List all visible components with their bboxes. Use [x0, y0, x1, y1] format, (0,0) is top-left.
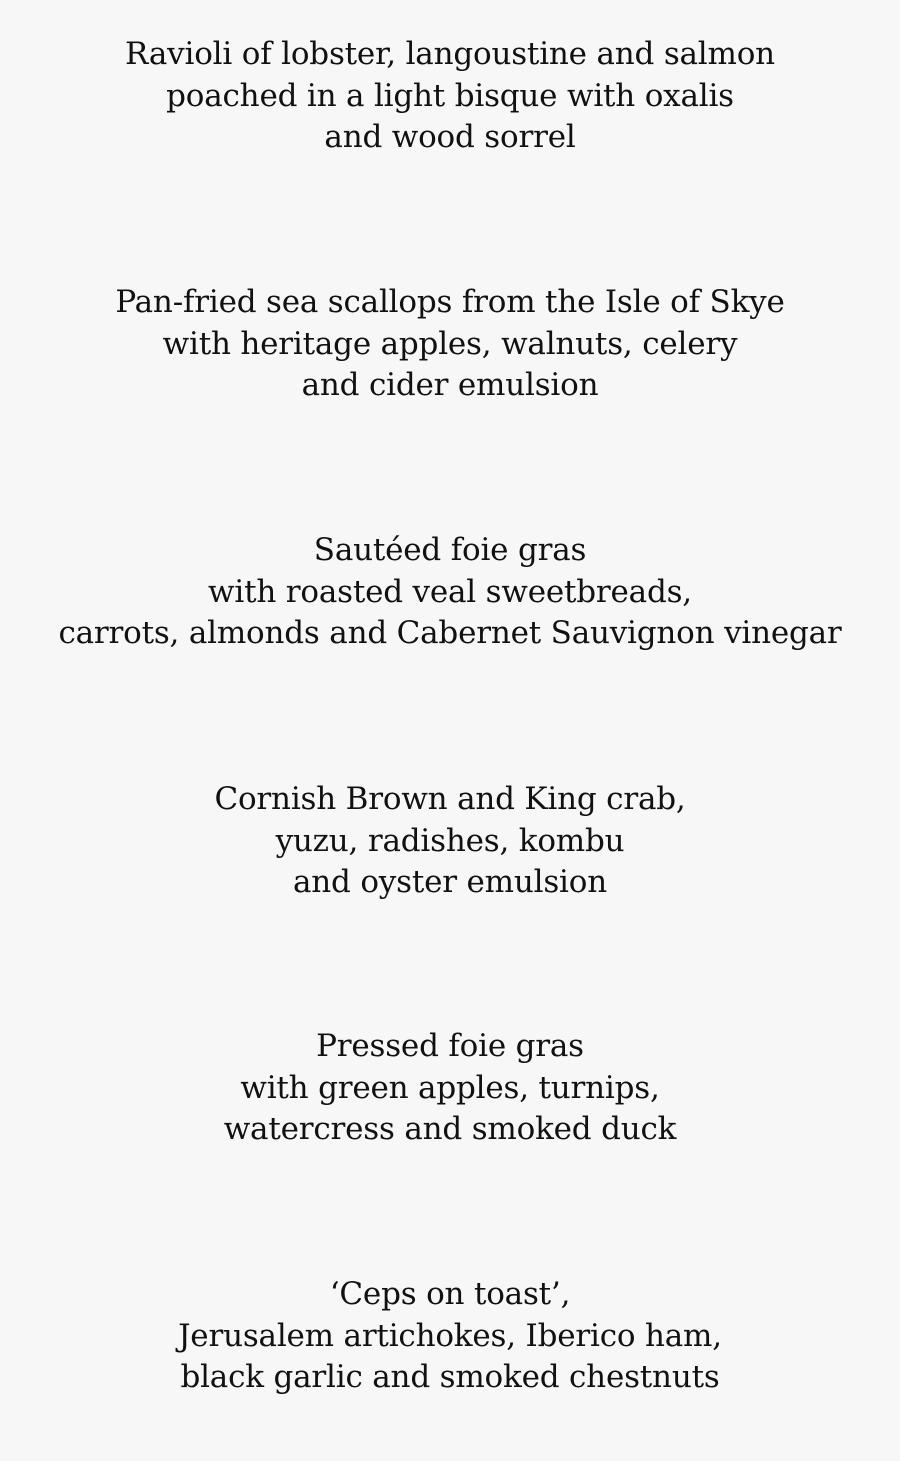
dish-line: Cornish Brown and King crab, [214, 781, 686, 817]
dish-line: with green apples, turnips, [240, 1069, 660, 1106]
dish-line: and cider emulsion [301, 367, 599, 403]
menu-dish-sea-scallops [0, 282, 900, 407]
dish-line: and wood sorrel [324, 119, 576, 155]
dish-line: Ravioli of lobster, langoustine and salmon [125, 36, 775, 72]
dish-line: and oyster emulsion [293, 864, 607, 900]
menu-dish-cornish-crab [0, 779, 900, 904]
dish-line: black garlic and smoked chestnuts [180, 1359, 720, 1395]
menu-dish-ceps-on-toast [0, 1274, 900, 1399]
dish-line: Pan-fried sea scallops from the Isle of Skye [115, 284, 785, 320]
dish-line: watercress and smoked duck [223, 1111, 677, 1147]
menu-dish-pressed-foie-gras [0, 1026, 900, 1151]
dish-line: yuzu, radishes, kombu [275, 822, 625, 859]
dish-line: ‘Ceps on toast’, [329, 1276, 571, 1312]
menu-dish-sauteed-foie-gras [0, 530, 900, 655]
dish-line: poached in a light bisque with oxalis [166, 77, 734, 114]
dish-line: Pressed foie gras [316, 1028, 584, 1064]
menu-dish-lobster-ravioli [0, 34, 900, 159]
dish-line: with heritage apples, walnuts, celery [162, 325, 738, 362]
dish-line: carrots, almonds and Cabernet Sauvignon vinegar [58, 615, 842, 651]
dish-line: Jerusalem artichokes, Iberico ham, [178, 1317, 722, 1354]
dish-line: with roasted veal sweetbreads, [208, 573, 692, 610]
dish-line: Sautéed foie gras [313, 532, 587, 568]
